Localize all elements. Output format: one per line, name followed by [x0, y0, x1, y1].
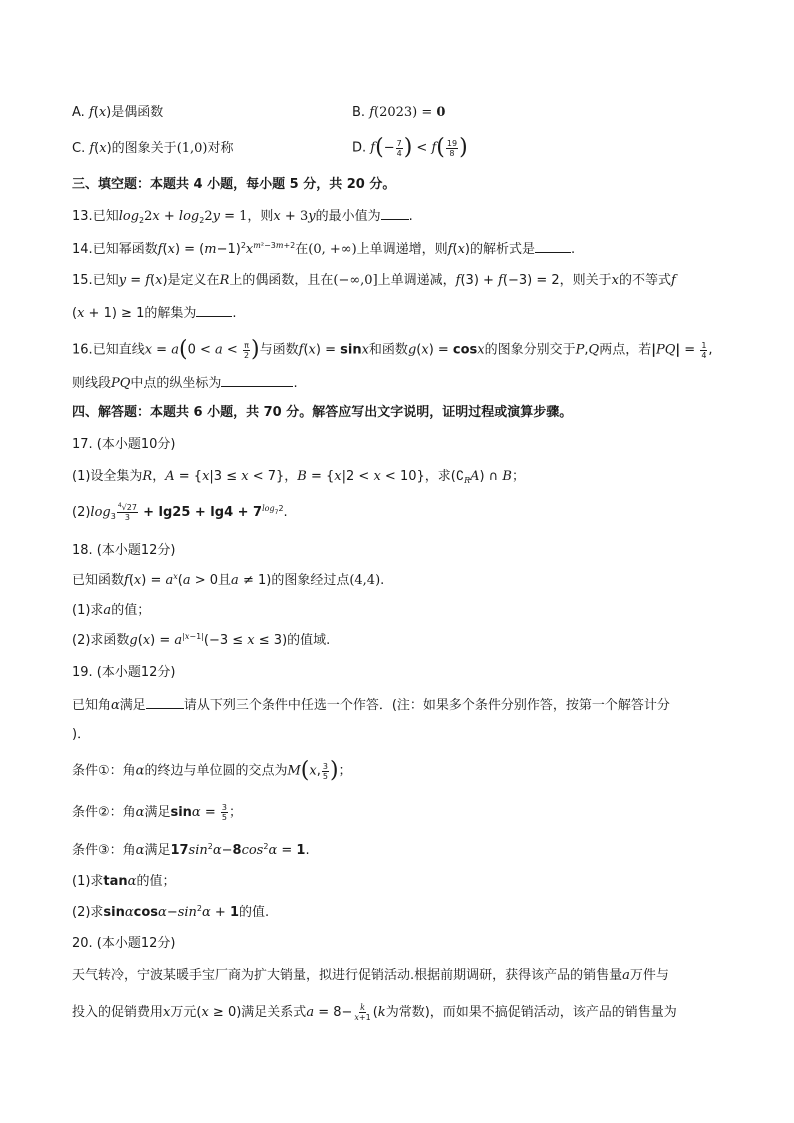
- question-20-line2: 投入的促销费用x万元(x ≥ 0)满足关系式a = 8− $\frac{k}{x+1}$ (k为常数)，而如果不搞促销活动，该产品的销售量为: [72, 1003, 677, 1022]
- question-19-condition3: 条件③：角α满足$17\sin^2\alpha-8\cos^2\alpha = 1$.: [72, 842, 310, 858]
- question-20-head: 20. (本小题12分): [72, 936, 176, 951]
- section3-title: 三、填空题：本题共 4 小题，每小题 5 分，共 20 分。: [72, 177, 396, 192]
- question-14: 14.已知幂函数$f(x) = (m-1)^2x^{m^2-3m+2}$在(0, +∞)上单调递增，则f(x)的解析式是 .: [72, 241, 576, 257]
- question-19-condition1: 条件①：角α的终边与单位圆的交点为M(x, $\frac{3}{5}$ )；: [72, 758, 352, 783]
- answer-blank: [221, 374, 293, 387]
- question-13: 13.已知$\log_22x + \log_22y = 1$，则x + 3y的最小值为 .: [72, 209, 413, 225]
- question-19-part2: (2)求$\sin\alpha\cos\alpha-\sin^2\alpha + 1$的值.: [72, 904, 270, 920]
- question-17-part1: (1)设全集为R，A = {x|3 ≤ x < 7}，B = {x|2 < x < 10}，求$(∁_RA)$ ∩ B；: [72, 469, 525, 485]
- answer-blank: [381, 207, 409, 220]
- question-19-condition2: 条件②：角α满足sinα = $\frac{3}{5}$ ；: [72, 803, 242, 822]
- question-20-line1: 天气转冷，宁波某暖手宝厂商为扩大销量，拟进行促销活动.根据前期调研，获得该产品的销售量a万件与: [72, 968, 669, 983]
- question-18-part2: (2)求函数$g(x) = a^{|x-1|}(-3 \le x \le 3)$的值域.: [72, 632, 331, 648]
- question-15-line2: (x + 1) ≥ 1的解集为 .: [72, 306, 237, 321]
- question-19-line1: 已知角α满足 请从下列三个条件中任选一个作答．(注：如果多个条件分别作答，按第一个解答计分: [72, 698, 670, 713]
- question-19-line2: )．: [72, 727, 91, 742]
- question-16-line2: 则线段PQ中点的纵坐标为 .: [72, 376, 298, 391]
- option-b: B. f(2023) = 0: [352, 105, 446, 120]
- answer-blank: [196, 304, 232, 317]
- answer-blank: [146, 696, 184, 709]
- option-c: C. f(x)的图象关于(1,0)对称: [72, 141, 234, 156]
- section4-title: 四、解答题：本题共 6 小题，共 70 分。解答应写出文字说明，证明过程或演算步骤。: [72, 405, 573, 420]
- question-18-part1: (1)求a的值；: [72, 603, 151, 618]
- question-18-head: 18. (本小题12分): [72, 543, 176, 558]
- question-17-part2: $(2)\log_3$ $\frac{^4√27}{3}$ + $\lg 25 + \lg 4 + 7^{log_72}$.: [72, 502, 288, 522]
- question-16-line1: 16.已知直线x = a(0 < a < $\frac{\pi}{2}$ )与函数f(x) = sinx和函数g(x) = cosx的图象分别交于P,Q两点，若|PQ| = $\frac{1}{4}$ ,: [72, 337, 713, 362]
- answer-blank: [535, 240, 571, 253]
- question-17-head: 17. (本小题10分): [72, 437, 176, 452]
- option-a: A. f(x)是偶函数: [72, 105, 164, 120]
- question-19-head: 19. (本小题12分): [72, 665, 176, 680]
- question-18-line1: 已知函数$f(x) = a^x(a > 0$且a ≠ 1)的图象经过点(4,4).: [72, 572, 385, 588]
- question-15-line1: 15.已知y = f(x)是定义在R上的偶函数，且在(−∞,0]上单调递减，f(3) + f(−3) = 2，则关于x的不等式f: [72, 273, 676, 288]
- question-19-part1: (1)求tanα的值；: [72, 874, 176, 889]
- option-d: D. f(− $\frac{7}{4}$ ) < f( $\frac{19}{8}$ ): [352, 135, 468, 160]
